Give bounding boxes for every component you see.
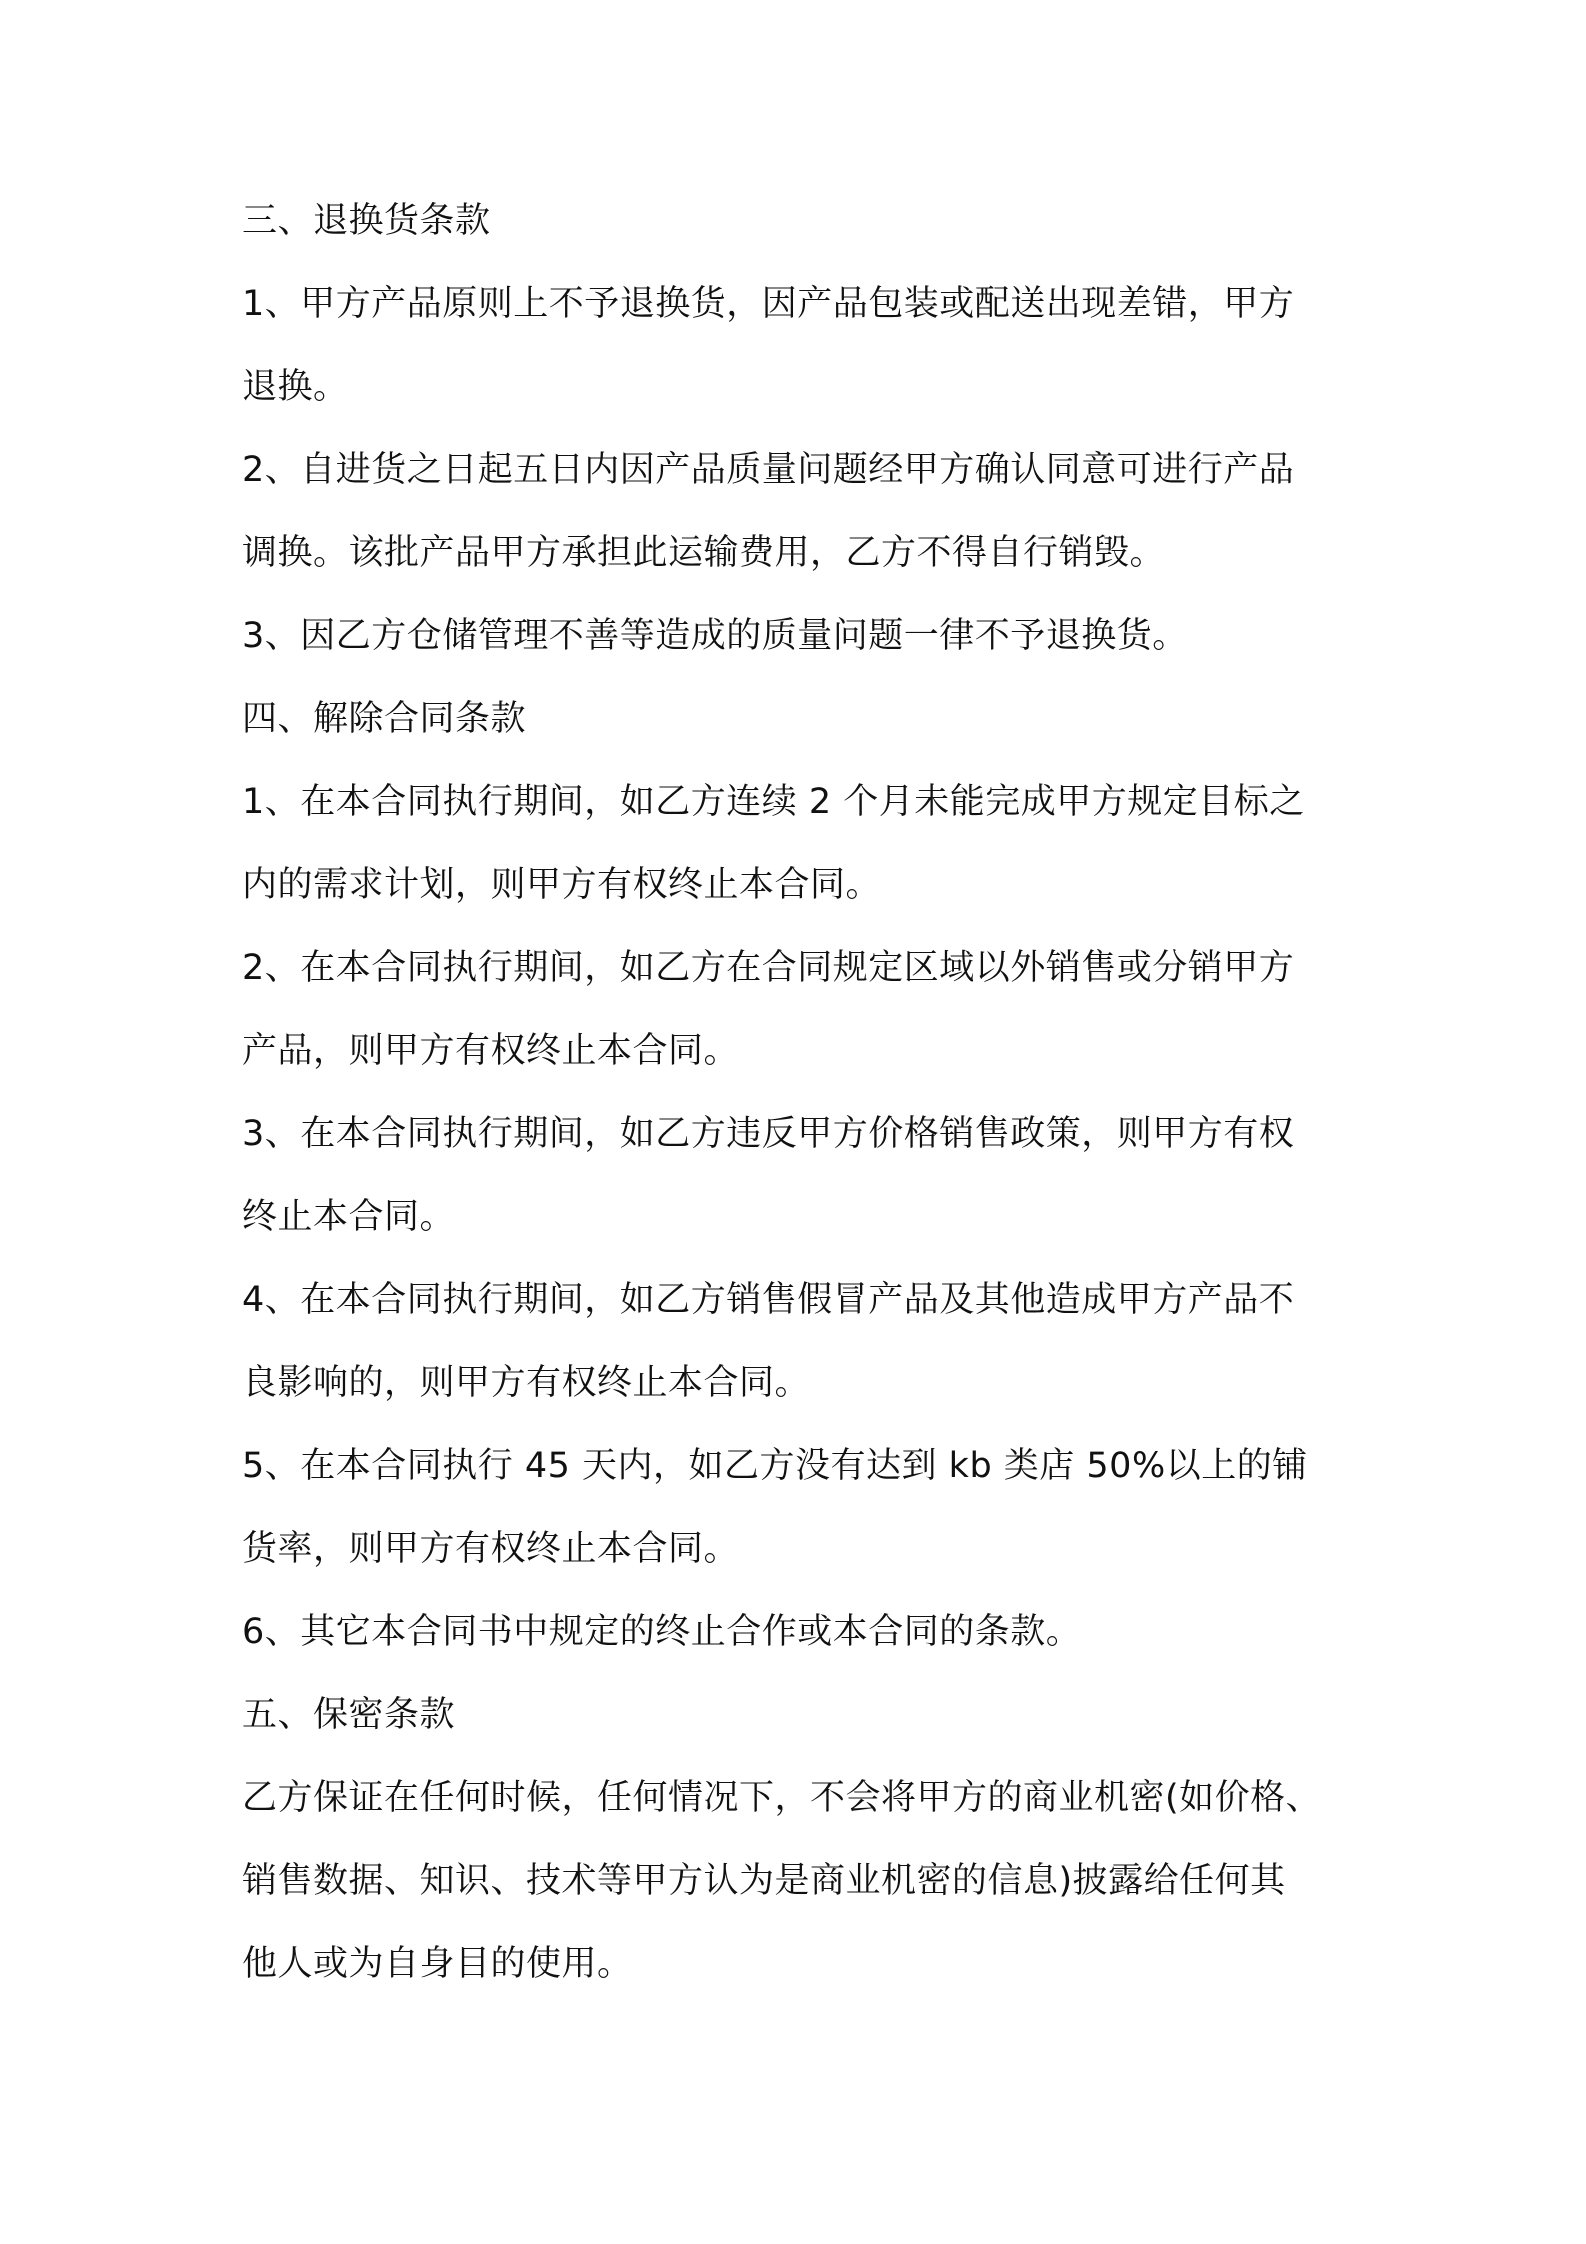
text-line: 3、因乙方仓储管理不善等造成的质量问题一律不予退换货。 <box>242 616 1188 656</box>
text-line: 乙方保证在任何时候，任何情况下，不会将甲方的商业机密(如价格、 <box>242 1778 1322 1818</box>
paragraph-termination-6 <box>242 1611 1362 1653</box>
paragraph-returns-2 <box>242 449 1362 574</box>
paragraph-returns-3 <box>242 615 1362 657</box>
text-line: 销售数据、知识、技术等甲方认为是商业机密的信息)披露给任何其 <box>242 1861 1286 1901</box>
text-line: 3、在本合同执行期间，如乙方违反甲方价格销售政策，则甲方有权 <box>242 1114 1295 1154</box>
text-line: 产品，则甲方有权终止本合同。 <box>242 1031 740 1071</box>
text-line: 2、自进货之日起五日内因产品质量问题经甲方确认同意可进行产品 <box>242 450 1295 490</box>
text-line: 货率，则甲方有权终止本合同。 <box>242 1529 740 1569</box>
text-line: 1、在本合同执行期间，如乙方连续 2 个月未能完成甲方规定目标之 <box>242 782 1305 822</box>
text-line: 4、在本合同执行期间，如乙方销售假冒产品及其他造成甲方产品不 <box>242 1280 1295 1320</box>
text-line: 终止本合同。 <box>242 1197 456 1237</box>
text-line: 良影响的，则甲方有权终止本合同。 <box>242 1363 811 1403</box>
text-line: 退换。 <box>242 367 349 407</box>
text-line: 调换。该批产品甲方承担此运输费用，乙方不得自行销毁。 <box>242 533 1166 573</box>
text-line: 1、甲方产品原则上不予退换货，因产品包装或配送出现差错，甲方 <box>242 284 1295 324</box>
section-heading-confidentiality: 五、保密条款 <box>242 1695 456 1735</box>
paragraph-confidentiality-1 <box>242 1777 1362 1985</box>
text-line: 他人或为自身目的使用。 <box>242 1944 633 1984</box>
paragraph-termination-1 <box>242 781 1362 906</box>
section-heading-termination: 四、解除合同条款 <box>242 699 527 739</box>
paragraph-termination-5 <box>242 1445 1362 1570</box>
paragraph-termination-3 <box>242 1113 1362 1238</box>
text-line: 内的需求计划，则甲方有权终止本合同。 <box>242 865 882 905</box>
paragraph-termination-2 <box>242 947 1362 1072</box>
paragraph-termination-4 <box>242 1279 1362 1404</box>
section-heading-returns: 三、退换货条款 <box>242 201 491 241</box>
text-line: 6、其它本合同书中规定的终止合作或本合同的条款。 <box>242 1612 1082 1652</box>
text-line: 5、在本合同执行 45 天内，如乙方没有达到 kb 类店 50%以上的铺 <box>242 1446 1308 1486</box>
document-page <box>242 200 1362 1985</box>
text-line: 2、在本合同执行期间，如乙方在合同规定区域以外销售或分销甲方 <box>242 948 1295 988</box>
paragraph-returns-1 <box>242 283 1362 408</box>
